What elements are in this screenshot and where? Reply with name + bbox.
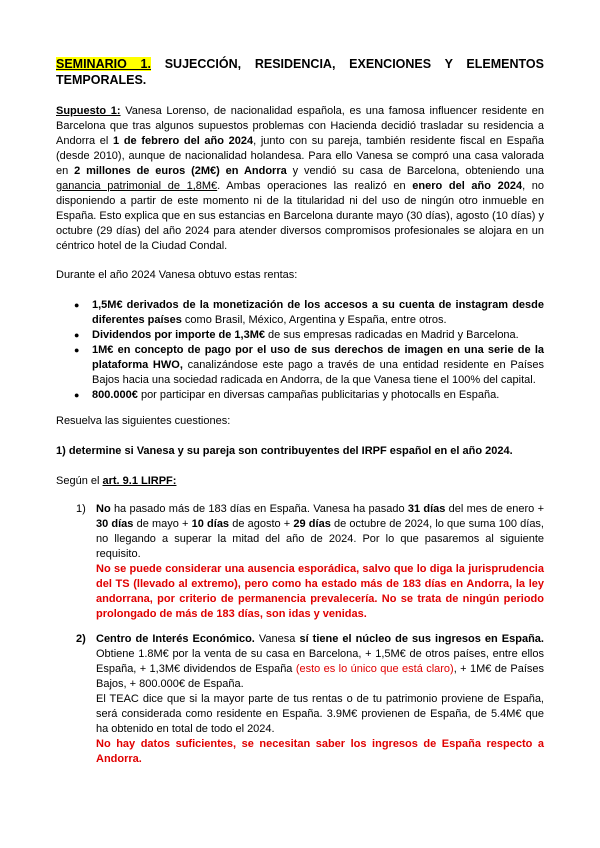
income-list <box>56 298 544 403</box>
answer-red-aside: (esto es lo único que está claro) <box>295 663 454 675</box>
segun-line <box>56 474 544 489</box>
answer-text: , + 1M€ de Países Bajos, + 800.000€ de España. <box>96 663 545 690</box>
answer-2 <box>76 632 544 767</box>
answer-2-text <box>96 632 544 692</box>
title-text: SUJECCIÓN, RESIDENCIA, EXENCIONES Y ELEMENTOS TEMPORALES. <box>56 57 544 87</box>
income-bold: 1M€ en concepto de pago por el uso de sus derechos de imagen en una serie de la plataforma HWO, <box>92 344 544 371</box>
article-reference: art. 9.1 LIRPF: <box>102 475 177 487</box>
list-item <box>56 298 544 328</box>
case-text-3: y vendió su casa de Barcelona, obteniendo una <box>286 165 544 177</box>
answer-bold: 30 días <box>96 518 134 530</box>
case-bold-january: enero del año 2024 <box>412 180 523 192</box>
income-intro: Durante el año 2024 Vanesa obtuvo estas rentas: <box>56 269 298 281</box>
answer-number: 2) <box>76 633 86 645</box>
case-label: Supuesto 1: <box>56 105 121 117</box>
answer-text: Obtiene 1.8M€ por la venta de su casa en Barcelona, + 1,5M€ de otros países, entre ellos España, + 1,3M€ dividendos de España <box>96 648 544 675</box>
answer-number: 1) <box>76 503 86 515</box>
income-text: canalizándose este pago a través de una entidad residente en Países Bajos hacia una sociedad radicada en Andorra, de la que Vanesa tiene el 100% del capital. <box>92 359 544 386</box>
resuelva-text: Resuelva las siguientes cuestiones: <box>56 415 231 427</box>
answer-2-teac: El TEAC dice que si la mayor parte de tus rentas o de tu patrimonio proviene de España, será considerada como residente en España. 3.9M€ provienen de España, de 5.4M€ que ha obtenido en total de todo el 2024. <box>96 693 544 735</box>
answer-text: de agosto + <box>229 518 294 530</box>
segun-text: Según el <box>56 475 103 487</box>
answer-text: de octubre de 2024, lo que suma 100 días, no llegando a superar la mitad del año de 2024. Por lo que pasaremos al siguiente requisito. <box>96 518 544 560</box>
income-bold: 800.000€ <box>92 389 138 401</box>
answer-text: de mayo + <box>133 518 192 530</box>
case-bold-house: 2 millones de euros (2M€) en Andorra <box>74 165 287 177</box>
list-item <box>56 328 544 343</box>
answer-text: ha pasado más de 183 días en España. Vanesa ha pasado <box>110 503 408 515</box>
case-underline-gain: ganancia patrimonial de 1,8M€ <box>56 180 218 192</box>
question-1: 1) determine si Vanesa y su pareja son contribuyentes del IRPF español en el año 2024. <box>56 445 513 457</box>
answer-bold: 29 días <box>293 518 331 530</box>
document-title <box>56 56 544 88</box>
case-text-4: . Ambas operaciones las realizó en <box>217 180 413 192</box>
list-item <box>56 343 544 388</box>
income-text: de sus empresas radicadas en Madrid y Barcelona. <box>264 329 519 341</box>
list-item <box>56 388 544 403</box>
answer-1-text <box>96 502 544 562</box>
case-paragraph <box>56 104 544 254</box>
case-text-1: Vanesa Lorenso, de nacionalidad española, es una famosa influencer residente en Barcelona que tras algunos supuestos problemas con Hacienda decidió trasladar su residencia a Andorra el <box>56 105 545 147</box>
answer-bold: 31 días <box>407 503 446 515</box>
title-highlight: SEMINARIO 1. <box>56 57 151 71</box>
answer-bold: sí tiene el núcleo de sus ingresos en España. <box>299 633 544 645</box>
income-text: como Brasil, México, Argentina y España, entre otros. <box>181 314 447 326</box>
answer-bold: Centro de Interés Económico. <box>96 633 255 645</box>
case-bold-date: 1 de febrero del año 2024 <box>113 135 254 147</box>
case-text-2: , junto con su pareja, también residente fiscal en España (desde 2010), aunque de nacionalidad holandesa. Para ello Vanesa se compró una casa valorada en <box>56 135 544 177</box>
income-text: por participar en diversas campañas publicitarias y photocalls en España. <box>137 389 500 401</box>
income-bold: Dividendos por importe de 1,3M€ <box>92 329 265 341</box>
answer-1-note: No se puede considerar una ausencia esporádica, salvo que lo diga la jurisprudencia del TS (llevado al extremo), pero como ha estado más de 183 días en Andorra, la ley andorrana, por criterio de permanencia prevalecería. No se trata de ningún periodo prolongado de más de 183 días, son idas y venidas. <box>96 563 544 620</box>
answer-1 <box>76 502 544 622</box>
answer-text: Vanesa <box>254 633 300 645</box>
case-text-5: , no disponiendo a partir de este momento ni de la titularidad ni del uso de ningún otro inmueble en España. Esto explica que en sus estancias en Barcelona durante mayo (30 días), agosto (10 días) y octubre (29 días) del año 2024 para atender diversos compromisos profesionales se alojara en un céntrico hotel de la Ciudad Condal. <box>56 180 545 252</box>
income-bold: 1,5M€ derivados de la monetización de los accesos a su cuenta de instagram desde diferentes países <box>92 299 544 326</box>
answer-bold: 10 días <box>191 518 230 530</box>
answer-text: del mes de enero + <box>445 503 544 515</box>
answer-bold: No <box>96 503 111 515</box>
answer-2-note: No hay datos suficientes, se necesitan saber los ingresos de España respecto a Andorra. <box>96 738 544 765</box>
